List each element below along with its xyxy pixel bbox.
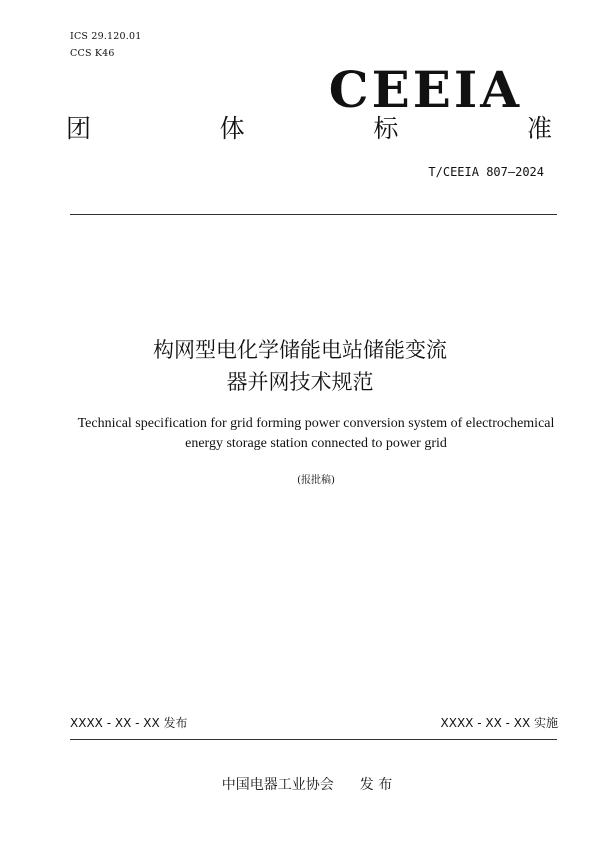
standard-type-heading xyxy=(66,112,552,146)
english-title xyxy=(0,414,600,454)
draft-stage: (报批稿) xyxy=(297,475,335,486)
classification-block xyxy=(70,28,142,62)
standard-type-char: 准 xyxy=(526,114,552,143)
publisher-action: 发 布 xyxy=(359,777,393,793)
chinese-title-line: 器并网技术规范 xyxy=(226,370,374,394)
standard-type-char: 团 xyxy=(66,114,92,143)
english-title-line: energy storage station connected to power grid xyxy=(185,436,447,451)
english-title-line: Technical specification for grid forming power conversion system of electrochemical xyxy=(77,416,555,431)
top-divider xyxy=(70,214,557,215)
publisher-line xyxy=(0,775,600,795)
chinese-title-line: 构网型电化学储能电站储能变流 xyxy=(153,338,447,362)
implementation-date: XXXX - XX - XX 实施 xyxy=(440,716,558,730)
ceeia-logo: CEEIA xyxy=(328,60,522,119)
ccs-code: CCS K46 xyxy=(70,48,115,59)
standard-type-char: 体 xyxy=(219,114,245,143)
standard-type-char: 标 xyxy=(373,114,399,143)
bottom-divider xyxy=(70,739,557,740)
ics-code: ICS 29.120.01 xyxy=(70,31,142,42)
publisher-name: 中国电器工业协会 xyxy=(221,777,334,793)
issue-date: XXXX - XX - XX 发布 xyxy=(70,716,188,730)
chinese-title xyxy=(0,334,600,398)
standard-number: T/CEEIA 807—2024 xyxy=(428,165,544,179)
